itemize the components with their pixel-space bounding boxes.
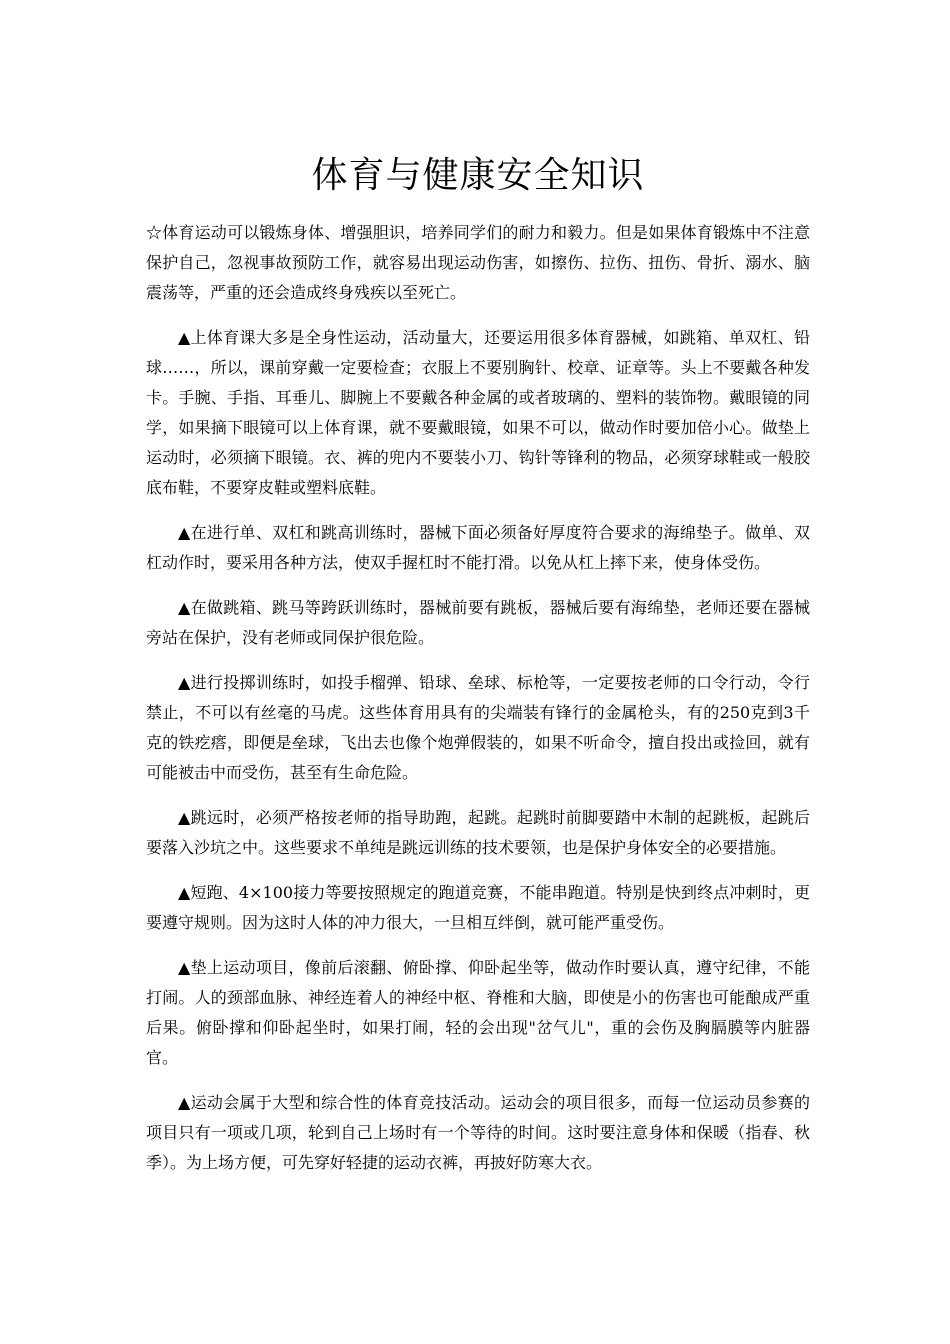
paragraph-sports-meet: ▲运动会属于大型和综合性的体育竞技活动。运动会的项目很多，而每一位运动员参赛的项目只有一项或几项，轮到自己上场时有一个等待的时间。这时要注意身体和保暖（指春、秋季）。为上场方便，可先穿好轻捷的运动衣裤，再披好防寒大衣。 (146, 1093, 810, 1172)
document-title: 体育与健康安全知识 (311, 155, 645, 196)
paragraph-pe-class-attire: ▲上体育课大多是全身性运动，活动量大，还要运用很多体育器械，如跳箱、单双杠、铅球……，所以，课前穿戴一定要检查；衣服上不要别胸针、校章、证章等。头上不要戴各种发卡。手腕、手指、耳垂儿、脚腕上不要戴各种金属的或者玻璃的、塑料的装饰物。戴眼镜的同学，如果摘下眼镜可以上体育课，就不要戴眼镜，如果不可以，做动作时要加倍小心。做垫上运动时，必须摘下眼镜。衣、裤的兜内不要装小刀、钩针等锋利的物品，必须穿球鞋或一般胶底布鞋，不要穿皮鞋或塑料底鞋。 (146, 328, 810, 497)
paragraph-mat-exercise: ▲垫上运动项目，像前后滚翻、俯卧撑、仰卧起坐等，做动作时要认真，遵守纪律，不能打闹。人的颈部血脉、神经连着人的神经中枢、脊椎和大脑，即使是小的伤害也可能酿成严重后果。俯卧撑和仰卧起坐时，如果打闹，轻的会出现"岔气儿"，重的会伤及胸膈膜等内脏器官。 (146, 958, 810, 1067)
paragraph-long-jump: ▲跳远时，必须严格按老师的指导助跑，起跳。起跳时前脚要踏中木制的起跳板，起跳后要落入沙坑之中。这些要求不单纯是跳远训练的技术要领，也是保护身体安全的必要措施。 (146, 808, 810, 857)
paragraph-sprint-relay: ▲短跑、4×100接力等要按照规定的跑道竞赛，不能串跑道。特别是快到终点冲刺时，更要遵守规则。因为这时人体的冲力很大，一旦相互绊倒，就可能严重受伤。 (146, 883, 810, 932)
paragraph-throwing: ▲进行投掷训练时，如投手榴弹、铅球、垒球、标枪等，一定要按老师的口令行动，令行禁止，不可以有丝毫的马虎。这些体育用具有的尖端装有锋行的金属枪头，有的250克到3千克的铁疙瘩，即便是垒球，飞出去也像个炮弹假装的，如果不听命令，擅自投出或捡回，就有可能被击中而受伤，甚至有生命危险。 (146, 673, 810, 782)
intro-paragraph: ☆体育运动可以锻炼身体、增强胆识，培养同学们的耐力和毅力。但是如果体育锻炼中不注意保护自己，忽视事故预防工作，就容易出现运动伤害，如擦伤、拉伤、扭伤、骨折、溺水、脑震荡等，严重的还会造成终身残疾以至死亡。 (146, 223, 810, 302)
paragraph-bars-high-jump: ▲在进行单、双杠和跳高训练时，器械下面必须备好厚度符合要求的海绵垫子。做单、双杠动作时，要采用各种方法，使双手握杠时不能打滑。以免从杠上摔下来，使身体受伤。 (146, 523, 810, 572)
document-page (146, 0, 810, 1178)
paragraph-vaulting: ▲在做跳箱、跳马等跨跃训练时，器械前要有跳板，器械后要有海绵垫，老师还要在器械旁站在保护，没有老师或同保护很危险。 (146, 598, 810, 647)
